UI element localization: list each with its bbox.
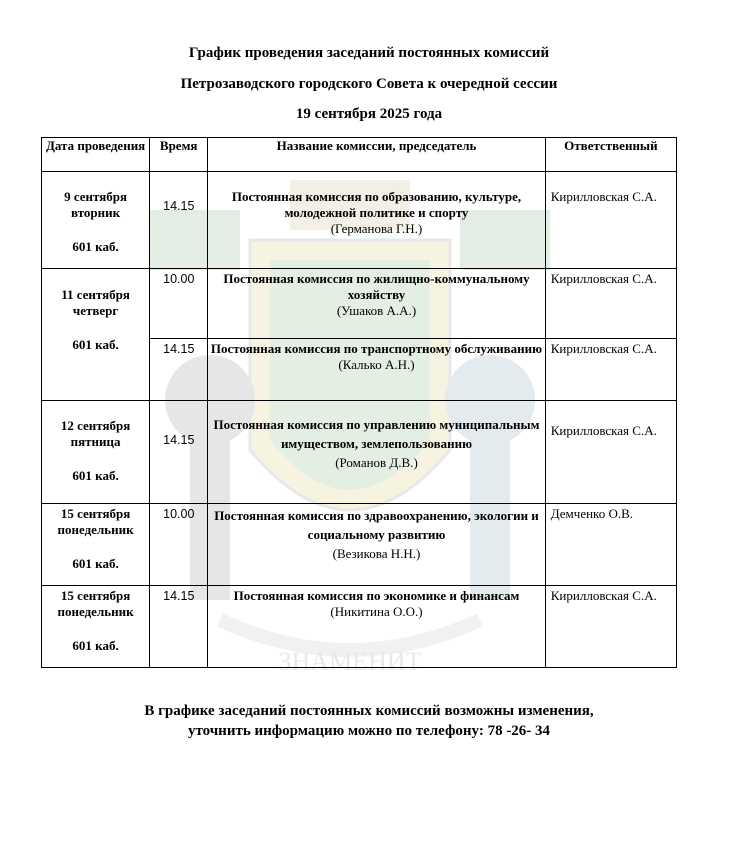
commission-cell (208, 339, 546, 401)
commission-cell (208, 172, 546, 269)
date-cell (42, 269, 150, 401)
date-weekday: понедельник (57, 522, 134, 537)
date-weekday: пятница (70, 434, 121, 449)
table-header-row (42, 138, 677, 172)
time-cell: 14.15 (150, 339, 208, 401)
date-cell (42, 586, 150, 668)
date-day: 15 сентября (60, 506, 131, 521)
page-title: График проведения заседаний постоянных комиссий (188, 45, 550, 61)
commission-chair: (Никитина О.О.) (330, 604, 423, 619)
commission-name: Постоянная комиссия по транспортному обслуживанию (210, 341, 543, 356)
time-cell: 14.15 (150, 586, 208, 668)
table-row (42, 269, 677, 339)
table-row (42, 172, 677, 269)
date-day: 15 сентября (60, 588, 131, 603)
commission-chair: (Везикова Н.Н.) (332, 546, 421, 561)
commission-name: Постоянная комиссия по жилищно-коммунальному хозяйству (223, 271, 530, 302)
table-row (42, 504, 677, 586)
commission-name: Постоянная комиссия по управлению муниципальным имуществом, землепользованию (213, 417, 540, 451)
session-date: 19 сентября 2025 года (295, 106, 443, 122)
commission-chair: (Калько А.Н.) (338, 357, 415, 372)
commission-chair: (Германова Г.Н.) (330, 221, 423, 236)
table-row (42, 586, 677, 668)
ribbon-motto-watermark: ЗНАМЕНИТ (278, 647, 422, 676)
page-subtitle: Петрозаводского городского Совета к очередной сессии (180, 76, 558, 92)
commission-chair: (Ушаков А.А.) (336, 303, 417, 318)
responsible-cell: Кирилловская С.А. (545, 339, 676, 401)
date-cell (42, 172, 150, 269)
responsible-cell: Кирилловская С.А. (545, 586, 676, 668)
date-cell (42, 401, 150, 504)
date-day: 9 сентября (64, 189, 128, 204)
responsible-cell: Кирилловская С.А. (545, 172, 676, 269)
commission-name: Постоянная комиссия по здравоохранению, экологии и социальному развитию (214, 508, 539, 542)
date-day: 11 сентября (61, 287, 130, 302)
commission-cell (208, 269, 546, 339)
table-row (42, 401, 677, 504)
schedule-table (41, 137, 677, 668)
date-weekday: понедельник (57, 604, 134, 619)
header-time: Время (150, 138, 208, 172)
header-date: Дата проведения (42, 138, 150, 172)
footer-line-2: уточнить информацию можно по телефону: 78 -26- 34 (187, 723, 551, 739)
commission-cell (208, 401, 546, 504)
commission-chair: (Романов Д.В.) (335, 455, 418, 470)
date-weekday: вторник (71, 205, 121, 220)
date-weekday: четверг (72, 303, 119, 318)
header-responsible: Ответственный (545, 138, 676, 172)
time-cell: 14.15 (150, 172, 208, 269)
responsible-cell: Кирилловская С.А. (545, 401, 676, 504)
commission-name: Постоянная комиссия по образованию, культуре, молодежной политике и спорту (231, 189, 522, 220)
time-cell: 10.00 (150, 504, 208, 586)
header-commission: Название комиссии, председатель (208, 138, 546, 172)
room-label: 601 каб. (72, 556, 119, 571)
time-cell: 10.00 (150, 269, 208, 339)
room-label: 601 каб. (72, 638, 119, 653)
footer-line-1: В графике заседаний постоянных комиссий возможны изменения, (144, 703, 594, 719)
room-label: 601 каб. (72, 337, 119, 352)
room-label: 601 каб. (72, 239, 119, 254)
time-cell: 14.15 (150, 401, 208, 504)
date-cell (42, 504, 150, 586)
commission-cell (208, 586, 546, 668)
date-day: 12 сентября (60, 418, 131, 433)
room-label: 601 каб. (72, 468, 119, 483)
responsible-cell: Демченко О.В. (545, 504, 676, 586)
responsible-cell: Кирилловская С.А. (545, 269, 676, 339)
commission-cell (208, 504, 546, 586)
commission-name: Постоянная комиссия по экономике и финансам (233, 588, 520, 603)
footer-note (0, 701, 738, 741)
